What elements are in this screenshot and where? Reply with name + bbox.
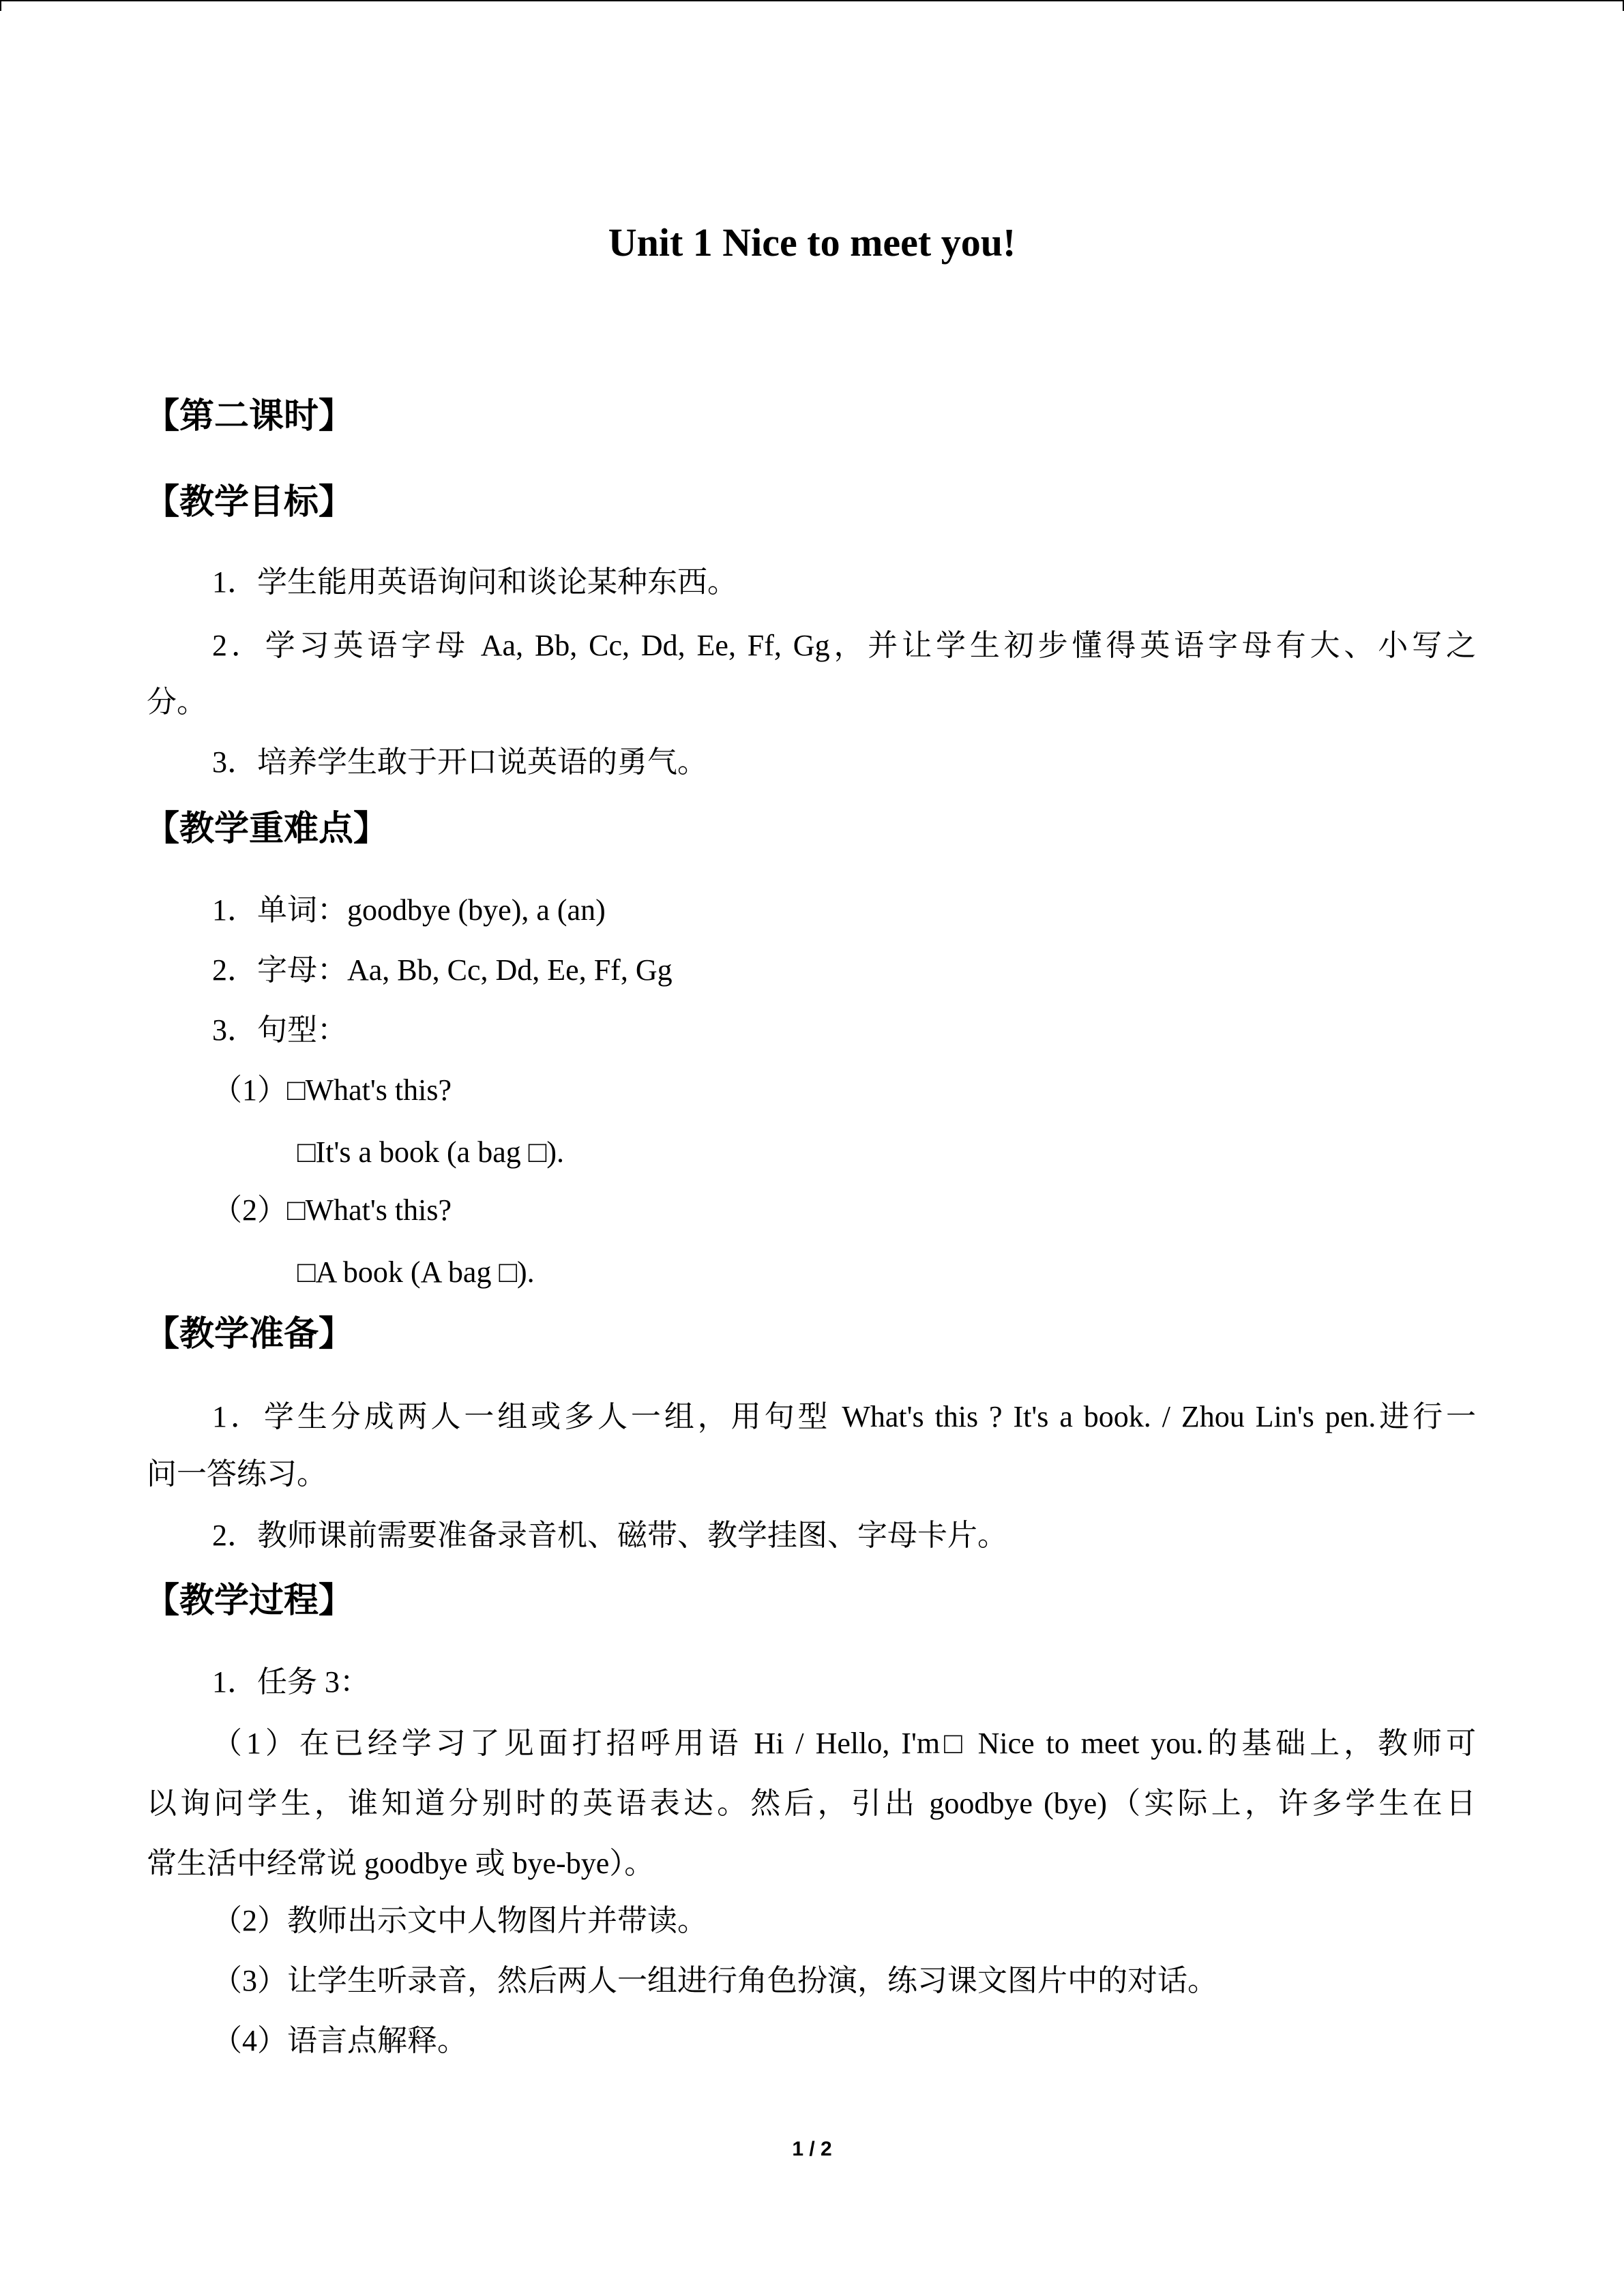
key-points-heading: 【教学重难点】 <box>145 809 389 848</box>
document-title: Unit 1 Nice to meet you! <box>608 220 1016 265</box>
objectives-line: 分。 <box>147 685 207 719</box>
process-line: （1）在已经学习了见面打招呼用语 Hi / Hello, I'm□ Nice to meet you.的基础上，教师可 <box>212 1727 1476 1760</box>
key-points-line: （1）□What's this? <box>212 1073 452 1107</box>
key-points-line: □A book (A bag □). <box>297 1255 535 1289</box>
process-line: （2）教师出示文中人物图片并带读。 <box>212 1904 707 1937</box>
key-points-line: □It's a book (a bag □). <box>297 1135 564 1169</box>
preparation-line: 2．教师课前需要准备录音机、磁带、教学挂图、字母卡片。 <box>212 1519 1007 1552</box>
process-line: 以询问学生，谁知道分别时的英语表达。然后，引出 goodbye (bye)（实际上，许多学生在日 <box>147 1787 1476 1820</box>
process-line: （4）语言点解释。 <box>212 2024 467 2057</box>
process-line: 常生活中经常说 goodbye 或 bye-bye）。 <box>147 1847 655 1880</box>
page-corner-mark-left <box>0 1 1 11</box>
key-points-line: 1．单词：goodbye (bye), a (an) <box>212 893 606 927</box>
preparation-line: 1．学生分成两人一组或多人一组，用句型 What's this ? It's a book. / Zhou Lin's pen.进行一 <box>212 1400 1476 1433</box>
objectives-line: 2．学习英语字母 Aa, Bb, Cc, Dd, Ee, Ff, Gg，并让学生初步懂得英语字母有大、小写之 <box>212 629 1476 662</box>
process-line: 1．任务 3： <box>212 1665 370 1699</box>
objectives-line: 3．培养学生敢于开口说英语的勇气。 <box>212 745 707 779</box>
objectives-heading: 【教学目标】 <box>145 482 354 521</box>
process-heading: 【教学过程】 <box>145 1581 354 1620</box>
objectives-line: 1．学生能用英语询问和谈论某种东西。 <box>212 565 737 599</box>
lesson-heading: 【第二课时】 <box>145 396 354 435</box>
preparation-line: 问一答练习。 <box>147 1457 327 1491</box>
preparation-heading: 【教学准备】 <box>145 1314 354 1353</box>
page-number: 1 / 2 <box>792 2138 832 2160</box>
key-points-line: （2）□What's this? <box>212 1193 452 1227</box>
process-line: （3）让学生听录音，然后两人一组进行角色扮演，练习课文图片中的对话。 <box>212 1964 1217 1997</box>
key-points-line: 2．字母：Aa, Bb, Cc, Dd, Ee, Ff, Gg <box>212 953 673 987</box>
key-points-line: 3．句型： <box>212 1013 347 1047</box>
